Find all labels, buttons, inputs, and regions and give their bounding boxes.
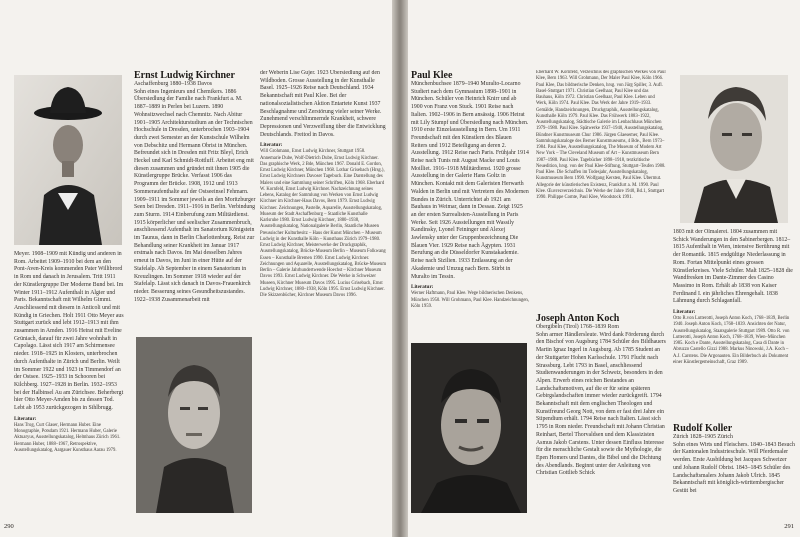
klee-literature-title: Literatur:	[411, 284, 434, 291]
klee-column	[411, 70, 529, 340]
koch-biography-cont: 1803 mit der Ölmalerei. 1804 zusammen mit Schick Wanderungen in den Sabinerbergen. 1812–1815 Aufenthalt in Wien, intensive Berührung mit der Romantik. 1815 endgültige Niederlassung in Rom. Fortan Mittelpunkt eines grossen Künstlerkreises. Viele Schüler. Malt 1825–1828 die Wandfresken im Dante-Zimmer des Casino Massimo in Rom. Erhält ab 1838 von Kaiser Ferdinand I. ein jährliches Ehrengehalt. 1838 Lähmung durch Schlaganfall.	[673, 229, 793, 305]
klee-literature-a: Werner Haftmann, Paul Klee. Wege bildnerischen Denkens, München 1950. Will Grohmann, Paul Klee. Handzeichnungen, Köln 1959.	[411, 291, 529, 309]
koller-life-dates: Zürich 1828–1905 Zürich	[673, 434, 733, 440]
kirchner-life-dates: Aschaffenburg 1880–1938 Davos	[134, 81, 213, 87]
right-page	[408, 0, 800, 537]
left-page	[0, 0, 392, 537]
huber-text-column	[14, 251, 124, 521]
koch-literature: Otto R.von Lutterotti, Joseph Anton Koch, 1768–1839, Berlin 1940. Joseph Anton Koch, 1768–1839. Ansichten der Natur, Ausstellungskatalog, Staatsgalerie Stuttgart 1989. Otto R. von Lutterotti, Joseph Anton Koch, 1768–1839, Wien–München 1985. Koch e Dante, Ausstellungskatalog, Casa di Dante in Abruzzo Castello Gizzi 1988. Markus Ninowski, J.A. Koch – A.J. Carstens. Die Argonauten. Ein Bilderbuch als Dokument einer Künstlergemeinschaft, Graz 1989.	[673, 316, 790, 365]
kirchner-literature-title: Literatur:	[260, 142, 283, 149]
portrait-man-with-hat	[14, 75, 122, 245]
page-number-left: 290	[4, 523, 14, 530]
klee-literature-column	[536, 70, 666, 310]
kirchner-biography: Sohn eines Ingenieurs und Chemikers. 1886 Übersiedlung der Familie nach Frankfurt a. M. 1887–1889 in Perlen bei Luzern. 1890 Wohnsitzwechsel nach Chemnitz. Nach Abitur 1901–1905 Architekturstudium an der Technischen Hochschule in Dresden, unterbrochen 1903–1904 durch zwei Semester an der Kunstschule Wilhelm von Debschitz und Hermann Obrist in München. Befreundet sich in Dresden mit Fritz Bleyl, Erich Heckel und Karl Schmidt-Rottluff. Arbeitet eng mit diesen zusammen und gründet mit ihnen 1905 die Künstlergruppe Brücke. Verfasst 1906 das Programm der Brücke. 1908, 1912 und 1913 Sommeraufenthalte auf der Ostseeinsel Fehmarn. 1909–1911 im Sommer jeweils an den Moritzburger Seen bei Dresden. 1911–1916 in Berlin. Verbindung zum Sturm. 1914 Einberufung zum Militärdienst. 1915 körperlicher und seelischer Zusammenbruch, anschliessend Aufenthalt im Sanatorium Königstein im Taunus, dann in Berlin Charlottenburg. Reist zur Behandlung seiner Krankheit im Januar 1917 erstmals nach Davos. Im Mai desselben Jahres erneut in Davos, im Juni in einer Hütte auf der Stafelalp. Ab September in einem Sanatorium in Kreuzlingen. Im Sommer 1918 wieder auf der Stafelalp. Lässt sich danach in Davos-Frauenkirch nieder. Besserung seines Gesundheitszustandes. 1922–1938 Zusammenarbeit mit	[134, 88, 256, 303]
koch-column	[536, 313, 666, 527]
book-gutter	[392, 0, 408, 537]
page-number-right: 291	[784, 523, 794, 530]
klee-name: Paul Klee	[411, 70, 453, 81]
kirchner-biography-cont: der Weberin Lise Gujer. 1923 Übersiedlung auf den Wildboden. Grosse Ausstellung in der Kunsthalle Basel. 1925–1926 Reise nach Deutschland. 1934 Bekanntschaft mit Paul Klee. Bei der nationalsozialistischen Aktion Entartete Kunst 1937 Beschlagnahme und Zerstörung vieler seiner Werke. Zunehmend verschlimmernde Krankheit, schwere Depressionen und Verzweiflung über die Entwicklung Deutschlands. Freitod in Davos.	[260, 70, 386, 138]
portrait-klee	[411, 343, 527, 513]
koller-biography: Sohn eines Wirts und Fleischers. 1840–1843 Besuch der Kantonalen Industrieschule. Will Pferdemaler werden. Erste Ausbildung bei Jacques Schweizer und Johann Rudolf Obrist. 1843–1845 Schüler des Landschaftsmalers Johann Jakob Ulrich. 1845 Bekanntschaft mit königlich-württembergischer Gestüt bei	[673, 441, 795, 494]
kirchner-literature: Will Grohmann, Ernst Ludwig Kirchner, Stuttgart 1958. Annemarie Dube, Wolf-Dietrich Dube, Ernst Ludwig Kirchner. Das graphische Werk, 2 Bde, München 1967. Donald E. Gordon, Ernst Ludwig Kirchner, München 1968. Lothar Grisebach (Hrsg.), Ernst Ludwig Kirchners Davoser Tagebuch. Eine Darstellung des Malers und eine Sammlung seiner Schriften, Köln 1968. Eberhard W. Kornfeld, Ernst Ludwig Kirchner. Nachzeichnung seines Lebens, Katalog der Sammlung von Werken von Ernst Ludwig Kirchner im Kirchner-Haus Davos, Bern 1979. Ernst Ludwig Kirchner. Zeichnungen, Pastelle, Aquarelle, Ausstellungskatalog, Museum der Stadt Aschaffenburg – Staatliche Kunsthalle Karlsruhe 1980. Ernst Ludwig Kirchner, 1880–1938, Ausstellungskatalog, Nationalgalerie Berlin, Staatliche Museen Preussischer Kulturbesitz – Haus der Kunst München – Museum Ludwig in der Kunsthalle Köln – Kunsthaus Zürich 1979–1980. Ernst Ludwig Kirchner, Meisterwerke der Druckgraphik, Ausstellungskatalog, Brücke-Museum Berlin – Museum Folkwang Essen – Kunsthalle Bremen 1990. Ernst Ludwig Kirchner. Zeichnungen und Aquarelle, Ausstellungskatalog, Brücke-Museum Berlin – Galerie Jahrhundertwende Hoechst – Kirchner Museum Davos 1993. Ernst Ludwig Kirchner. Die Werke in Schweizer Museen, Kirchner Museum Davos 1995. Lucius Grisebach, Ernst Ludwig Kirchner, 1880–1938, Köln 1995. Ernst Ludwig Kirchner. Die Skizzenbücher, Kirchner Museum Davos 1996.	[260, 149, 386, 299]
portrait-koch-engraving	[680, 75, 788, 223]
klee-literature-b: Eberhard W. Kornfeld, Verzeichnis des graphischen Werkes von Paul Klee, Bern 1963. Will Grohmann, Der Maler Paul Klee, Köln 1966. Paul Klee, Das bildnerische Denken, hrsg. von Jürg Spiller, 3. Aufl. Basel-Stuttgart 1971. Christian Geelhaar, Paul Klee und das Bauhaus, Köln 1972. Christian Geelhaar, Paul Klee. Leben und Werk, Köln 1974. Paul Klee. Das Werk der Jahre 1919–1933. Gemälde, Handzeichnungen, Druckgraphik, Ausstellungskatalog, Kunsthalle Köln 1979. Paul Klee. Das Frühwerk 1883–1922, Ausstellungskatalog, Städtische Galerie im Lenbachhaus München 1979–1980. Paul Klee. Spätwerke 1937–1940, Ausstellungskatalog, Bündner Kunstmuseum Chur 1986. Jürgen Glaesemer, Paul Klee. Sammlungskataloge des Berner Kunstmuseums, 4 Bde., Bern 1973–1984. Paul Klee, Ausstellungskatalog, The Museum of Modern Art New York – The Cleveland Museum of Art – Kunstmuseum Bern 1987–1988. Paul Klee. Tagebücher 1898–1918, textkritische Neuedition, hrsg. von der Paul Klee-Stiftung, Stuttgart–Teufen 1988. Paul Klee. Die Schaffen im Todesjahr, Ausstellungskatalog, Kunstmuseum Bern 1990. Wolfgang Kersten, Paul Klee. Übermut. Allegorie der künstlerischen Existenz, Frankfurt a. M. 1990. Paul Klee. Œuvrezverzeichnis. Die Werke der Jahre 1940, Bd.1, Stuttgart 1990. Philippe Comte, Paul Klee, Woodstock 1991.	[536, 70, 666, 200]
huber-literature-title: Literatur:	[14, 415, 37, 422]
koch-name: Joseph Anton Koch	[536, 313, 620, 324]
koch-literature-title: Literatur:	[673, 309, 696, 316]
koch-continuation-column	[673, 229, 793, 419]
kirchner-column-1	[134, 70, 256, 335]
koch-life-dates: Obergibeln (Tirol) 1768–1839 Rom	[536, 324, 619, 330]
huber-literature: Hans Trog, Curt Glaser, Hermann Huber. Eine Monographie, Potsdam 1921. Hermann Huber, Galerie Aktuaryus, Ausstellungskatalog, Helmhaus Zürich 1961. Hermann Huber, 1888–1967, Retrospektive, Ausstellungskatalog, Aargauer Kunsthaus Aarau 1979.	[14, 422, 121, 453]
klee-life-dates: Münchenbuchsee 1879–1940 Muralto-Locarno	[411, 81, 521, 87]
koch-biography: Sohn armer Händlersleute. Wird dank Förderung durch den Bischof von Augsburg 1784 Schüler des Bildhauers Martin Ignaz Ingerl in Augsburg. Ab 1785 Student an der Stuttgarter Hohen Karlsschule. 1791 Flucht nach Strassburg. Lebt 1793 in Basel, anschliessend Studienwanderungen in der Schweiz, besonders in den Alpen. Erwerb eines reichen Bestandes an Landschaftsmotiven, auf die er für seine späteren Gebirgslandschaften immer wieder zurückgreift. 1794 Bekanntschaft mit dem englischen Theologen und Kunstfreund Georg Nott, von dem er fast drei Jahre ein Stipendium erhält. 1794 Reise nach Italien. Lässt sich 1795 in Rom nieder. Freundschaft mit Johann Christian Reinhart, Bertel Thorvaldsen und dem Klassizisten Asmus Jakob Carstens. Unter dessen Einfluss Interesse für die menschliche Gestalt sowie die Mythologie, die Epen Homers und Dantes, die Bibel und die Dichtung des Abendlands. Beginnt unter der Anleitung von Christian Gottlieb Schick	[536, 331, 666, 477]
koller-name: Rudolf Koller	[673, 423, 733, 434]
kirchner-column-2	[260, 70, 386, 525]
klee-biography: Studiert nach dem Gymnasium 1898–1901 in München. Schüler von Heinrich Knirr und ab 1900 von Franz von Stuck. 1901 Reise nach Italien. 1902–1906 in Bern ansässig. 1906 Heirat mit Lily Stumpf und Übersiedlung nach München. 1910 erste Einzelausstellung in Bern. Um 1911 Freundschaft mit den Künstlern des Blauen Reiters und 1912 Beteiligung an deren 2. Ausstellung. 1912 Reise nach Paris. Frühjahr 1914 Reise nach Tunis mit August Macke und Louis Moilliet. 1916–1918 Militärdienst. 1920 grosse Ausstellung in der Galerie Hans Goltz in München. Kontakt mit dem Galeristen Herwarth Walden in Berlin und mit Vertretern des Modernen Bundes in Zürich. Unterrichtet ab 1921 am Bauhaus in Weimar, dann in Dessau. Zeigt 1925 an der ersten Surrealisten-Ausstellung in Paris Werke. Seit 1926 Ausstellungen mit Wassily Kandinsky, Lyonel Feininger und Alexej Jawlensky unter der Gruppenbezeichnung Die Blauen Vier. 1929 Reise nach Ägypten. 1931 Berufung an die Düsseldorfer Kunstakademie. Reise nach Sizilien. 1933 Entlassung an der Akademie und Umzug nach Bern. Stirbt in Muralto im Tessin.	[411, 88, 529, 280]
huber-biography: Meyer. 1908–1909 mit Kündig und anderen in Rom. Arbeitet 1909–1910 bei dem an den Pont-Aven-Kreis kommenden Pater Willibrord in Rom und danach in Jerusalem. Tritt 1911 der Künstlergruppe Der Moderne Bund bei. Im Winter 1911–1912 Aufenthalt in Algier und Paris. Bekanntschaft mit Wilhelm Gimmi. Anschliessend mit diesem in Anticoli und mit Kündig in Griechen. Holt 1911 Otto Meyer aus Stuttgart zurück und lebt 1912–1913 mit ihm zusammen in Amden. 1916 Heirat mit Eveline Grüniach, darauf für zwei Jahre wohnhaft in Capolago. Lässt sich 1917 am Schirmensee nieder. 1918–1925 in Klosters, unterbrochen durch Aufenthalte in Zürich und Berlin. Weilt im Sommer 1922 und 1923 in Timmendorf an der Ostsee. 1925–1933 in Schooren bei Kilchberg. 1927–1928 in Berlin. 1932–1953 bei der Halbinsel Au am Zürichsee. Beherbergt hier Otto Meyer-Amden bis zu dessen Tod. Lebt ab 1953 zurückgezogen in Sihlbrugg.	[14, 251, 124, 412]
kirchner-name: Ernst Ludwig Kirchner	[134, 70, 235, 81]
portrait-kirchner	[136, 337, 252, 513]
koller-column	[673, 423, 795, 523]
